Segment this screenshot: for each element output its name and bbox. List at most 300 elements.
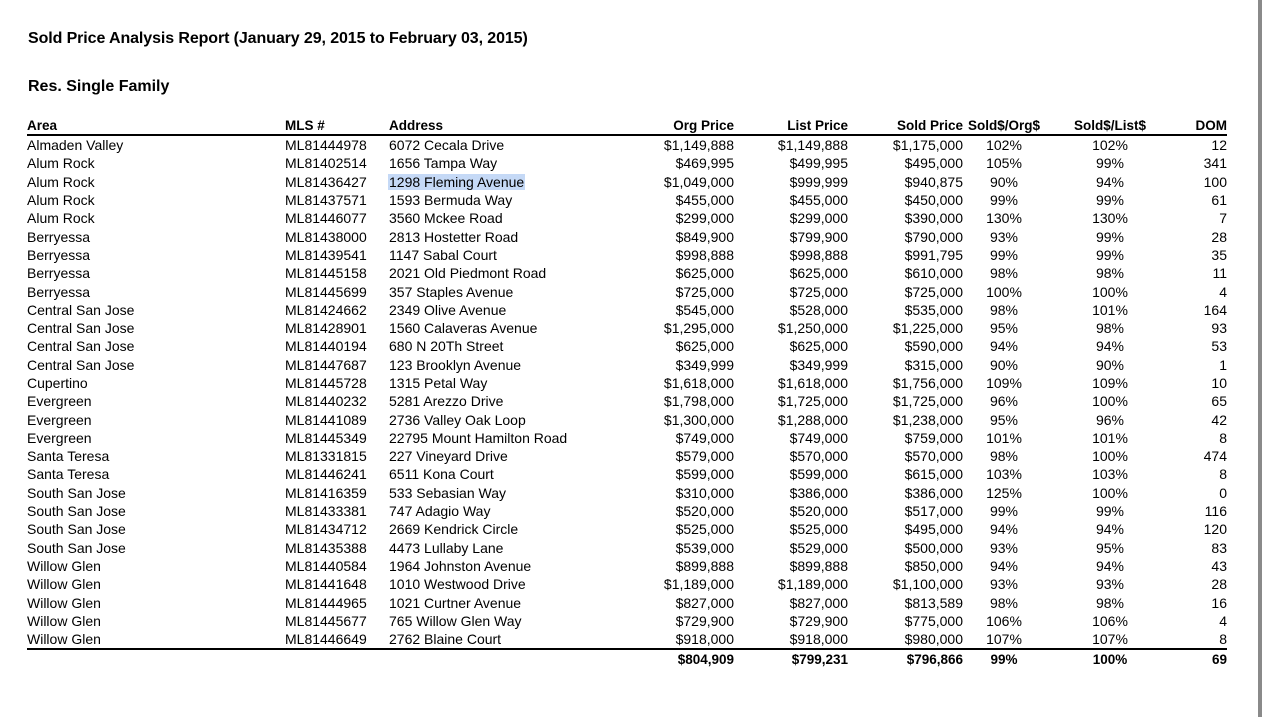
cell-mls[interactable]: ML81438000 <box>285 228 367 245</box>
cell-org-price: $827,000 <box>675 594 734 611</box>
cell-area: South San Jose <box>27 484 126 501</box>
cell-org-price: $1,618,000 <box>663 375 734 391</box>
table-row <box>27 227 1227 245</box>
cell-sold-list-ratio: 98% <box>1095 265 1125 282</box>
table-row <box>27 209 1227 227</box>
cell-mls[interactable]: ML81439541 <box>285 246 367 263</box>
cell-mls[interactable]: ML81444965 <box>285 594 367 611</box>
cell-area: South San Jose <box>27 521 126 538</box>
cell-area: Evergreen <box>27 393 92 410</box>
cell-address[interactable] <box>389 173 607 191</box>
cell-list-price: $729,900 <box>789 612 848 629</box>
cell-sold-list-ratio: 102% <box>1092 137 1128 154</box>
cell-sold-org-ratio: 95% <box>989 411 1019 428</box>
cell-mls[interactable]: ML81428901 <box>285 320 367 337</box>
cell-mls[interactable]: ML81433381 <box>285 503 367 520</box>
address-text[interactable]: 123 Brooklyn Avenue <box>389 356 522 373</box>
cell-sold-price: $495,000 <box>904 155 963 172</box>
address-text[interactable]: 1656 Tampa Way <box>389 155 498 172</box>
cell-list-price: $1,618,000 <box>777 375 848 391</box>
cell-org-price: $1,049,000 <box>663 173 734 190</box>
cell-sold-list-ratio: 103% <box>1092 466 1128 483</box>
cell-area: Santa Teresa <box>27 448 110 465</box>
cell-sold-org-ratio: 96% <box>989 393 1019 410</box>
cell-sold-org-ratio: 90% <box>989 173 1019 190</box>
cell-area: South San Jose <box>27 539 126 556</box>
cell-org-price: $310,000 <box>675 484 734 501</box>
cell-sold-org-ratio: 95% <box>989 320 1019 337</box>
cell-sold-list-ratio: 98% <box>1095 320 1125 337</box>
cell-mls[interactable]: ML81440232 <box>285 393 367 410</box>
cell-list-price: $299,000 <box>789 210 848 227</box>
table-row <box>27 410 1227 428</box>
address-text[interactable]: 1315 Petal Way <box>389 375 488 391</box>
cell-org-price: $1,300,000 <box>663 411 734 428</box>
cell-sold-price: $386,000 <box>904 484 963 501</box>
cell-mls[interactable]: ML81402514 <box>285 155 367 172</box>
cell-sold-list-ratio: 93% <box>1095 576 1125 593</box>
table-row <box>27 484 1227 502</box>
cell-dom: 4 <box>1219 612 1227 629</box>
cell-list-price: $499,995 <box>789 155 848 172</box>
cell-list-price: $1,725,000 <box>777 393 848 410</box>
cell-list-price: $625,000 <box>789 265 848 282</box>
cell-sold-price: $980,000 <box>904 631 963 648</box>
cell-sold-list-ratio: 99% <box>1095 503 1125 520</box>
cell-sold-org-ratio: 102% <box>986 137 1022 154</box>
cell-mls[interactable]: ML81445728 <box>285 375 367 391</box>
cell-address[interactable] <box>389 465 607 483</box>
table-row <box>27 356 1227 374</box>
cell-org-price: $1,189,000 <box>663 576 734 593</box>
cell-sold-list-ratio: 101% <box>1092 429 1128 446</box>
cell-sold-org-ratio: 106% <box>986 612 1022 629</box>
cell-address[interactable] <box>389 502 607 520</box>
cell-dom: 28 <box>1211 228 1227 245</box>
cell-list-price: $455,000 <box>789 192 848 209</box>
cell-sold-org-ratio: 94% <box>989 338 1019 355</box>
address-text-selected[interactable]: 1298 Fleming Avenue <box>389 173 525 190</box>
cell-mls[interactable]: ML81424662 <box>285 301 367 318</box>
cell-mls[interactable]: ML81441089 <box>285 411 367 428</box>
cell-sold-list-ratio: 95% <box>1095 539 1125 556</box>
header-mls: MLS # <box>285 114 389 135</box>
cell-list-price: $725,000 <box>789 283 848 300</box>
table-row <box>27 520 1227 538</box>
cell-sold-price: $1,100,000 <box>892 576 963 593</box>
cell-sold-org-ratio: 98% <box>989 594 1019 611</box>
cell-mls[interactable]: ML81445349 <box>285 429 367 446</box>
window-edge-divider <box>1258 0 1262 717</box>
cell-area: Evergreen <box>27 411 92 428</box>
cell-dom: 8 <box>1219 631 1227 648</box>
cell-sold-org-ratio: 93% <box>989 228 1019 245</box>
cell-sold-list-ratio: 99% <box>1095 246 1125 263</box>
cell-dom: 42 <box>1211 411 1227 428</box>
cell-org-price: $1,798,000 <box>663 393 734 410</box>
cell-mls[interactable]: ML81441648 <box>285 576 367 593</box>
cell-sold-list-ratio: 101% <box>1092 301 1128 318</box>
cell-sold-org-ratio: 90% <box>989 356 1019 373</box>
cell-address[interactable] <box>389 356 607 374</box>
cell-address[interactable] <box>389 520 607 538</box>
cell-mls[interactable]: ML81447687 <box>285 356 367 373</box>
cell-list-price: $799,900 <box>789 228 848 245</box>
cell-sold-list-ratio: 90% <box>1095 356 1125 373</box>
cell-address[interactable] <box>389 319 607 337</box>
cell-list-price: $386,000 <box>789 484 848 501</box>
cell-list-price: $625,000 <box>789 338 848 355</box>
cell-sold-list-ratio: 94% <box>1095 557 1125 574</box>
cell-sold-org-ratio: 103% <box>986 466 1022 483</box>
cell-area: Berryessa <box>27 246 91 263</box>
cell-address[interactable] <box>389 593 607 611</box>
cell-address[interactable] <box>389 484 607 502</box>
cell-area: Alum Rock <box>27 210 95 227</box>
cell-org-price: $539,000 <box>675 539 734 556</box>
cell-list-price: $570,000 <box>789 448 848 465</box>
totals-blank-area <box>27 649 285 669</box>
cell-address[interactable] <box>389 227 607 245</box>
cell-address[interactable] <box>389 191 607 209</box>
cell-sold-price: $570,000 <box>904 448 963 465</box>
cell-area: Berryessa <box>27 228 91 245</box>
cell-address[interactable] <box>389 301 607 319</box>
cell-sold-org-ratio: 99% <box>989 503 1019 520</box>
totals-row <box>27 649 1227 669</box>
cell-mls[interactable]: ML81440194 <box>285 338 367 355</box>
cell-org-price: $625,000 <box>675 265 734 282</box>
cell-address[interactable] <box>389 447 607 465</box>
address-text[interactable]: 1593 Bermuda Way <box>389 192 513 209</box>
cell-address[interactable] <box>389 209 607 227</box>
cell-address[interactable] <box>389 575 607 593</box>
address-text[interactable]: 1964 Johnston Avenue <box>389 557 532 574</box>
cell-dom: 35 <box>1211 246 1227 263</box>
cell-sold-list-ratio: 130% <box>1092 210 1128 227</box>
cell-sold-price: $759,000 <box>904 429 963 446</box>
cell-address[interactable] <box>389 429 607 447</box>
table-row <box>27 429 1227 447</box>
cell-area: Central San Jose <box>27 320 135 337</box>
cell-address[interactable] <box>389 337 607 355</box>
cell-sold-price: $725,000 <box>904 283 963 300</box>
cell-address[interactable] <box>389 410 607 428</box>
report-title: Sold Price Analysis Report (January 29, 2015 to February 03, 2015) <box>28 30 528 47</box>
totals-blank-address <box>389 649 607 669</box>
cell-sold-price: $517,000 <box>904 503 963 520</box>
address-text[interactable]: 3560 Mckee Road <box>389 210 503 227</box>
cell-dom: 43 <box>1211 557 1227 574</box>
cell-dom: 53 <box>1211 338 1227 355</box>
cell-mls[interactable]: ML81416359 <box>285 484 367 501</box>
cell-sold-list-ratio: 94% <box>1095 173 1125 190</box>
cell-org-price: $349,999 <box>675 356 734 373</box>
address-text[interactable]: 533 Sebasian Way <box>389 484 506 501</box>
header-address: Address <box>389 114 607 135</box>
cell-dom: 341 <box>1203 155 1227 172</box>
address-text[interactable]: 1021 Curtner Avenue <box>389 594 522 611</box>
cell-mls[interactable]: ML81446241 <box>285 466 367 483</box>
table-row <box>27 135 1227 154</box>
cell-sold-price: $390,000 <box>904 210 963 227</box>
cell-sold-list-ratio: 100% <box>1092 393 1128 410</box>
cell-list-price: $827,000 <box>789 594 848 611</box>
cell-area: Berryessa <box>27 283 91 300</box>
address-text[interactable]: 2736 Valley Oak Loop <box>389 411 526 428</box>
table-row <box>27 612 1227 630</box>
header-dom: DOM <box>1175 114 1227 135</box>
cell-dom: 120 <box>1203 521 1227 538</box>
address-text[interactable]: 1147 Sabal Court <box>389 246 497 263</box>
address-text[interactable]: 22795 Mount Hamilton Road <box>389 429 568 446</box>
address-text[interactable]: 2669 Kendrick Circle <box>389 521 519 538</box>
cell-area: Cupertino <box>27 375 88 391</box>
total-sold-price: $796,866 <box>848 649 963 669</box>
cell-area: Willow Glen <box>27 594 101 611</box>
cell-list-price: $1,288,000 <box>777 411 848 428</box>
section-title: Res. Single Family <box>28 78 170 95</box>
table-row <box>27 392 1227 410</box>
cell-address[interactable] <box>389 630 607 649</box>
address-text[interactable]: 2762 Blaine Court <box>389 631 502 648</box>
cell-area: Berryessa <box>27 265 91 282</box>
table-row <box>27 539 1227 557</box>
table-row <box>27 374 1227 392</box>
cell-mls[interactable]: ML81331815 <box>285 448 367 465</box>
cell-mls[interactable]: ML81446649 <box>285 631 367 648</box>
cell-sold-list-ratio: 100% <box>1092 448 1128 465</box>
cell-sold-price: $813,589 <box>904 594 963 611</box>
address-text[interactable]: 2349 Olive Avenue <box>389 301 507 318</box>
header-list-price: List Price <box>734 114 848 135</box>
cell-sold-org-ratio: 125% <box>986 484 1022 501</box>
cell-address[interactable] <box>389 557 607 575</box>
cell-dom: 164 <box>1203 301 1227 318</box>
cell-dom: 1 <box>1219 356 1227 373</box>
cell-org-price: $749,000 <box>675 429 734 446</box>
address-text[interactable]: 5281 Arezzo Drive <box>389 393 504 410</box>
cell-org-price: $299,000 <box>675 210 734 227</box>
header-sold-org-ratio: Sold$/Org$ <box>963 114 1045 135</box>
address-text[interactable]: 1560 Calaveras Avenue <box>389 320 538 337</box>
cell-org-price: $545,000 <box>675 301 734 318</box>
cell-sold-price: $590,000 <box>904 338 963 355</box>
cell-mls[interactable]: ML81434712 <box>285 521 367 538</box>
total-list-price: $799,231 <box>734 649 848 669</box>
cell-sold-list-ratio: 99% <box>1095 155 1125 172</box>
cell-org-price: $469,995 <box>675 155 734 172</box>
table-row <box>27 282 1227 300</box>
cell-address[interactable] <box>389 282 607 300</box>
cell-sold-list-ratio: 100% <box>1092 283 1128 300</box>
cell-address[interactable] <box>389 135 607 154</box>
table-body <box>27 135 1227 670</box>
cell-area: Willow Glen <box>27 576 101 593</box>
cell-org-price: $525,000 <box>675 521 734 538</box>
table-row <box>27 593 1227 611</box>
cell-sold-price: $315,000 <box>904 356 963 373</box>
table-row <box>27 154 1227 172</box>
total-sold-org-ratio: 99% <box>963 649 1045 669</box>
cell-org-price: $599,000 <box>675 466 734 483</box>
cell-org-price: $1,295,000 <box>663 320 734 337</box>
cell-mls[interactable]: ML81446077 <box>285 210 367 227</box>
cell-area: Evergreen <box>27 429 92 446</box>
total-org-price: $804,909 <box>607 649 734 669</box>
table-row <box>27 264 1227 282</box>
cell-mls[interactable]: ML81437571 <box>285 192 367 209</box>
cell-list-price: $998,888 <box>789 246 848 263</box>
cell-area: Central San Jose <box>27 356 135 373</box>
cell-sold-price: $535,000 <box>904 301 963 318</box>
cell-sold-org-ratio: 107% <box>986 631 1022 648</box>
cell-dom: 93 <box>1211 320 1227 337</box>
header-sold-price: Sold Price <box>848 114 963 135</box>
cell-sold-list-ratio: 100% <box>1092 484 1128 501</box>
cell-address[interactable] <box>389 154 607 172</box>
cell-org-price: $918,000 <box>675 631 734 648</box>
cell-sold-org-ratio: 93% <box>989 539 1019 556</box>
cell-org-price: $625,000 <box>675 338 734 355</box>
table-row <box>27 191 1227 209</box>
cell-address[interactable] <box>389 612 607 630</box>
cell-list-price: $899,888 <box>789 557 848 574</box>
header-area: Area <box>27 114 285 135</box>
header-org-price: Org Price <box>607 114 734 135</box>
cell-list-price: $918,000 <box>789 631 848 648</box>
cell-sold-price: $1,175,000 <box>892 137 963 154</box>
cell-dom: 8 <box>1219 429 1227 446</box>
cell-address[interactable] <box>389 392 607 410</box>
cell-mls[interactable]: ML81440584 <box>285 557 367 574</box>
cell-sold-org-ratio: 99% <box>989 246 1019 263</box>
cell-sold-list-ratio: 94% <box>1095 338 1125 355</box>
total-sold-list-ratio: 100% <box>1045 649 1175 669</box>
address-text[interactable]: 357 Staples Avenue <box>389 283 514 300</box>
cell-list-price: $520,000 <box>789 503 848 520</box>
cell-area: South San Jose <box>27 503 126 520</box>
cell-dom: 83 <box>1211 539 1227 556</box>
cell-area: Willow Glen <box>27 631 101 648</box>
cell-mls[interactable]: ML81445158 <box>285 265 367 282</box>
table-header-row <box>27 114 1227 135</box>
address-text[interactable]: 4473 Lullaby Lane <box>389 539 504 556</box>
cell-sold-org-ratio: 130% <box>986 210 1022 227</box>
address-text[interactable]: 680 N 20Th Street <box>389 338 504 355</box>
cell-list-price: $528,000 <box>789 301 848 318</box>
cell-sold-price: $1,725,000 <box>892 393 963 410</box>
cell-sold-price: $615,000 <box>904 466 963 483</box>
address-text[interactable]: 747 Adagio Way <box>389 503 491 520</box>
cell-list-price: $349,999 <box>789 356 848 373</box>
cell-sold-price: $1,238,000 <box>892 411 963 428</box>
cell-sold-price: $1,225,000 <box>892 320 963 337</box>
cell-area: Central San Jose <box>27 301 135 318</box>
cell-sold-price: $790,000 <box>904 228 963 245</box>
cell-area: Central San Jose <box>27 338 135 355</box>
cell-sold-org-ratio: 101% <box>986 429 1022 446</box>
cell-list-price: $1,149,888 <box>777 137 848 154</box>
cell-mls[interactable]: ML81436427 <box>285 173 367 190</box>
address-text[interactable]: 2021 Old Piedmont Road <box>389 265 547 282</box>
cell-mls[interactable]: ML81445699 <box>285 283 367 300</box>
cell-sold-price: $940,875 <box>904 173 963 190</box>
cell-area: Willow Glen <box>27 612 101 629</box>
cell-dom: 11 <box>1212 265 1227 282</box>
cell-sold-price: $610,000 <box>904 265 963 282</box>
table-row <box>27 337 1227 355</box>
cell-list-price: $1,189,000 <box>777 576 848 593</box>
table-row <box>27 502 1227 520</box>
cell-sold-org-ratio: 98% <box>989 301 1019 318</box>
table-row <box>27 173 1227 191</box>
cell-list-price: $529,000 <box>789 539 848 556</box>
cell-org-price: $899,888 <box>675 557 734 574</box>
cell-org-price: $520,000 <box>675 503 734 520</box>
cell-sold-list-ratio: 99% <box>1095 192 1125 209</box>
cell-dom: 7 <box>1219 210 1227 227</box>
table-row <box>27 246 1227 264</box>
address-text[interactable]: 1010 Westwood Drive <box>389 576 526 593</box>
cell-org-price: $725,000 <box>675 283 734 300</box>
cell-dom: 28 <box>1211 576 1227 593</box>
cell-sold-list-ratio: 98% <box>1095 594 1125 611</box>
cell-sold-price: $500,000 <box>904 539 963 556</box>
cell-sold-price: $775,000 <box>904 612 963 629</box>
cell-area: Willow Glen <box>27 557 101 574</box>
cell-address[interactable] <box>389 246 607 264</box>
cell-list-price: $999,999 <box>789 173 848 190</box>
cell-address[interactable] <box>389 264 607 282</box>
address-text[interactable]: 2813 Hostetter Road <box>389 228 519 245</box>
cell-mls[interactable]: ML81445677 <box>285 612 367 629</box>
address-text[interactable]: 6072 Cecala Drive <box>389 137 505 154</box>
cell-area: Santa Teresa <box>27 466 110 483</box>
cell-dom: 4 <box>1219 283 1227 300</box>
cell-sold-list-ratio: 107% <box>1092 631 1128 648</box>
cell-area: Alum Rock <box>27 173 95 190</box>
cell-address[interactable] <box>389 374 607 392</box>
cell-sold-list-ratio: 106% <box>1092 612 1128 629</box>
table-row <box>27 301 1227 319</box>
cell-org-price: $1,149,888 <box>663 137 734 154</box>
cell-sold-org-ratio: 94% <box>989 521 1019 538</box>
cell-org-price: $998,888 <box>675 246 734 263</box>
totals-blank-mls <box>285 649 389 669</box>
address-text[interactable]: 227 Vineyard Drive <box>389 448 508 465</box>
cell-org-price: $729,900 <box>675 612 734 629</box>
sold-price-table <box>27 114 1227 670</box>
cell-list-price: $1,250,000 <box>777 320 848 337</box>
address-text[interactable]: 765 Willow Glen Way <box>389 612 522 629</box>
cell-area: Alum Rock <box>27 155 95 172</box>
address-text[interactable]: 6511 Kona Court <box>389 466 494 483</box>
cell-sold-price: $1,756,000 <box>892 375 963 391</box>
cell-dom: 8 <box>1219 466 1227 483</box>
total-dom: 69 <box>1175 649 1227 669</box>
cell-address[interactable] <box>389 539 607 557</box>
cell-sold-price: $850,000 <box>904 557 963 574</box>
cell-org-price: $579,000 <box>675 448 734 465</box>
header-sold-list-ratio: Sold$/List$ <box>1045 114 1175 135</box>
cell-mls[interactable]: ML81435388 <box>285 539 367 556</box>
cell-dom: 116 <box>1204 503 1227 520</box>
cell-mls[interactable]: ML81444978 <box>285 137 367 154</box>
cell-dom: 65 <box>1211 393 1227 410</box>
cell-sold-org-ratio: 99% <box>989 192 1019 209</box>
cell-org-price: $455,000 <box>675 192 734 209</box>
